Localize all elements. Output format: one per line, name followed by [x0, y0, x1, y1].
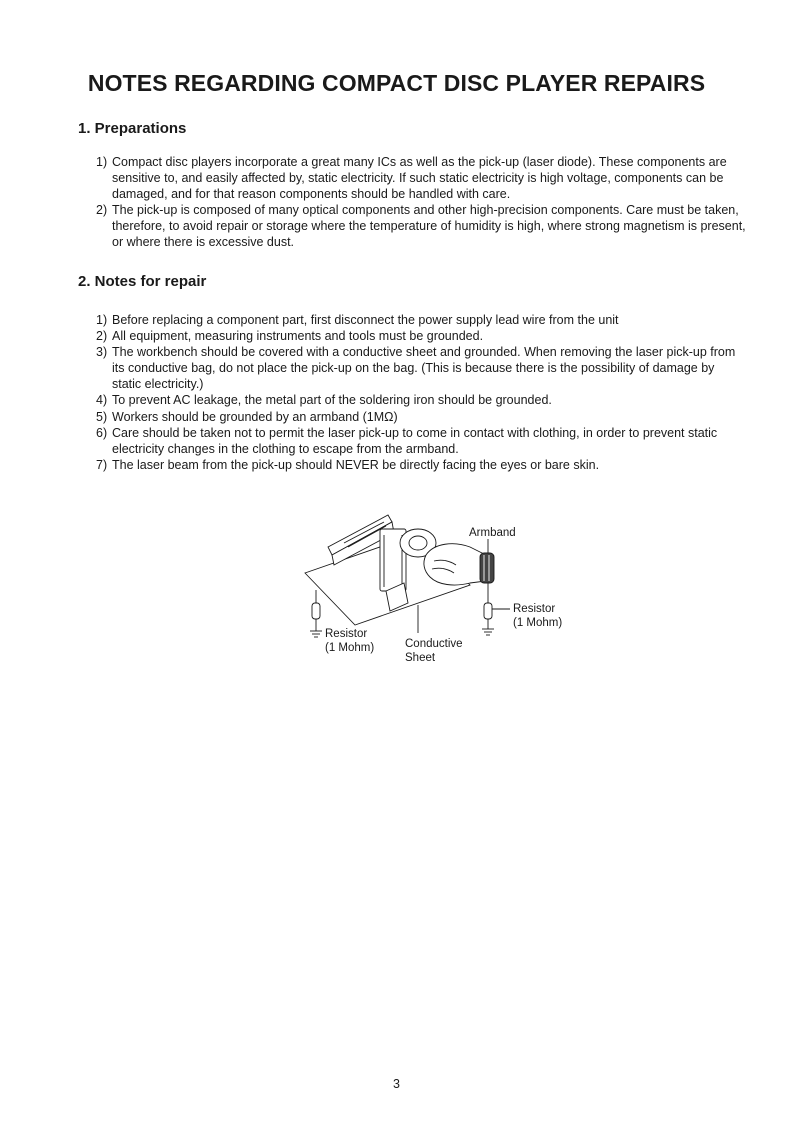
item-text: Before replacing a component part, first disconnect the power supply lead wire from the unit	[112, 313, 619, 327]
item-number: 1)	[96, 313, 108, 327]
page-number: 3	[393, 1077, 400, 1091]
list-item	[96, 328, 746, 344]
list-item	[96, 425, 746, 457]
armband-label: Armband	[469, 527, 516, 539]
section-heading-notes-for-repair: 2. Notes for repair	[78, 273, 207, 290]
grounding-illustration	[300, 505, 580, 675]
list-item	[96, 312, 746, 328]
item-number: 3)	[96, 345, 108, 360]
left-resistor-label: Resistor	[325, 628, 368, 640]
page-title: NOTES REGARDING COMPACT DISC PLAYER REPAIRS	[87, 70, 706, 96]
right-resistor-value: (1 Mohm)	[513, 617, 563, 629]
list-item	[96, 457, 746, 473]
preparations-list	[96, 154, 746, 251]
item-number: 2)	[96, 203, 108, 218]
laser-pickup-drawing	[328, 515, 436, 611]
left-resistor-value: (1 Mohm)	[325, 642, 375, 654]
list-item	[96, 392, 746, 408]
right-resistor-symbol	[482, 583, 510, 635]
item-number: 5)	[96, 409, 108, 424]
conductive-sheet-label: Conductive	[405, 638, 463, 650]
item-text: Workers should be grounded by an armband (1MΩ)	[112, 409, 398, 424]
item-text: All equipment, measuring instruments and tools must be grounded.	[112, 329, 484, 344]
item-number: 2)	[96, 329, 108, 344]
item-number: 7)	[96, 457, 108, 472]
left-resistor-symbol	[310, 590, 322, 637]
list-item	[96, 409, 746, 425]
item-text: The pick-up is composed of many optical components and other high-precision components. Care must be taken, therefore, to avoid repair or storage where the temperature of humidity is high, where strong magnetism is present, or where there is excessive dust.	[112, 203, 746, 250]
repair-notes-list	[96, 312, 746, 473]
list-item	[96, 154, 746, 202]
item-text: Compact disc players incorporate a great many ICs as well as the pick-up (laser diode). These components are sensitive to, and easily affected by, static electricity. If such static electricity is high voltage, components can be damaged, and for that reason components should be handled with care.	[112, 155, 727, 202]
item-text: To prevent AC leakage, the metal part of the soldering iron should be grounded.	[112, 393, 552, 408]
conductive-sheet-label-2: Sheet	[405, 652, 436, 664]
item-number: 1)	[96, 155, 108, 169]
right-resistor-label: Resistor	[513, 603, 556, 615]
list-item	[96, 344, 746, 392]
item-number: 6)	[96, 425, 108, 440]
item-number: 4)	[96, 393, 108, 408]
item-text: The workbench should be covered with a conductive sheet and grounded. When removing the laser pick-up from its conductive bag, do not place the pick-up on the bag. (This is because there is the possibility of damage by static electricity.)	[112, 345, 736, 392]
list-item	[96, 202, 746, 250]
item-text: The laser beam from the pick-up should NEVER be directly facing the eyes or bare skin.	[112, 457, 600, 472]
item-text: Care should be taken not to permit the laser pick-up to come in contact with clothing, in order to prevent static electricity changes in the clothing to escape from the armband.	[112, 425, 718, 456]
section-heading-preparations: 1. Preparations	[78, 120, 187, 137]
